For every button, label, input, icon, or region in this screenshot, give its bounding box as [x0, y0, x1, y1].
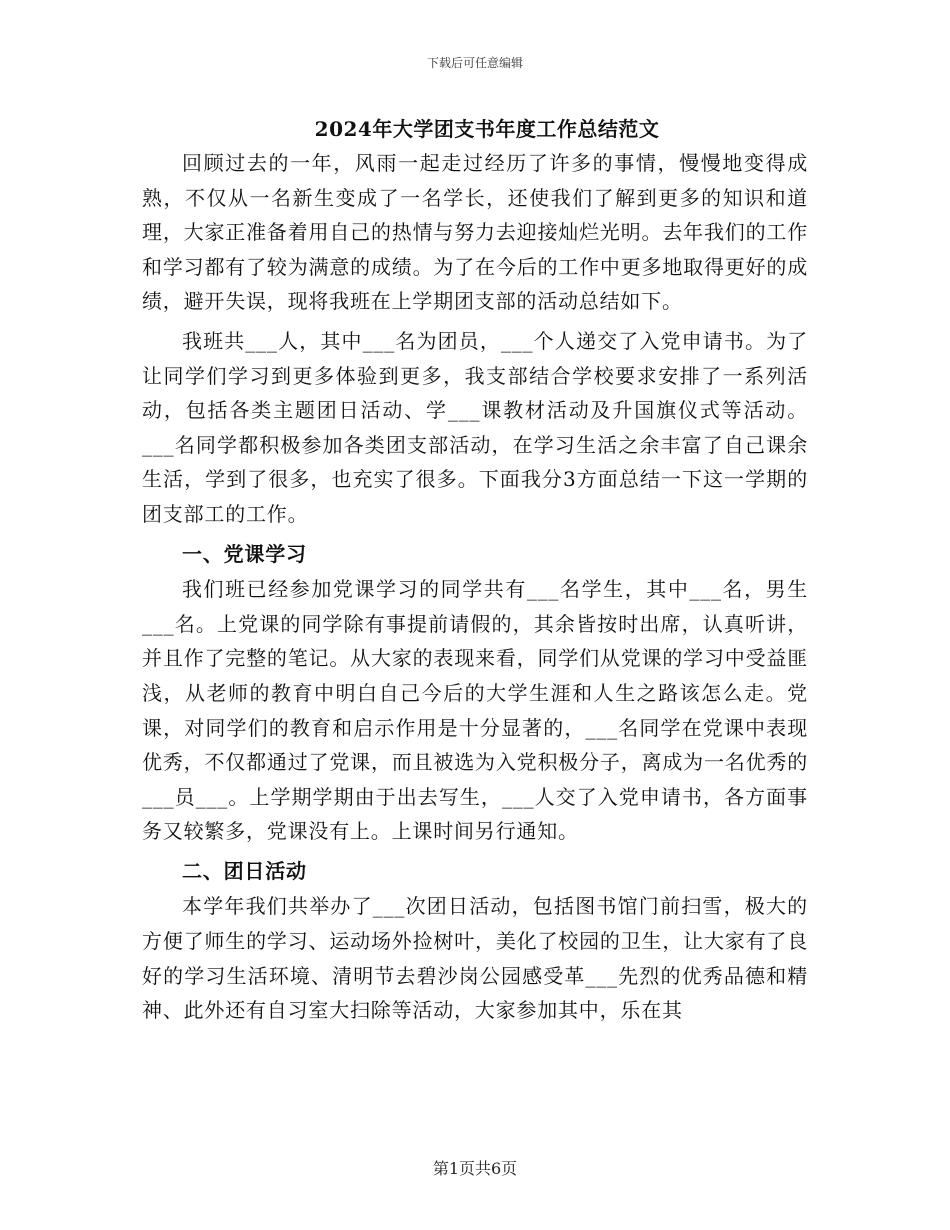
page-number: 第1页共6页 [432, 1159, 518, 1178]
document-body [142, 112, 808, 1028]
section-heading-league-day: 二、团日活动 [182, 858, 307, 883]
section-text-party-lessons: 我们班已经参加党课学习的同学共有___名学生，其中___名，男生___名。上党课的同学除有事提前请假的，其余皆按时出席，认真听讲，并且作了完整的笔记。从大家的表现来看，同学们从党课的学习中受益匪浅，从老师的教育中明白自己今后的大学生涯和人生之路该怎么走。党课，对同学们的教育和启示作用是十分显著的，___名同学在党课中表现优秀，不仅都通过了党课，而且被选为入党积极分子，离成为一名优秀的___员___。上学期学期由于出去写生，___人交了入党申请书，各方面事务又较繁多，党课没有上。上课时间另行通知。 [142, 577, 808, 844]
section-heading-party-lessons: 一、党课学习 [182, 541, 307, 566]
document-title: 2024年大学团支书年度工作总结范文 [314, 117, 660, 141]
page-header-note: 下载后可任意编辑 [426, 56, 523, 70]
section-text-league-day: 本学年我们共举办了___次团日活动，包括图书馆门前扫雪，极大的方便了师生的学习、运动场外捡树叶，美化了校园的卫生，让大家有了良好的学习生活环境、清明节去碧沙岗公园感受革___先烈的优秀品德和精神、此外还有自习室大扫除等活动，大家参加其中，乐在其 [142, 894, 808, 1023]
intro-paragraph-2: 我班共___人，其中___名为团员，___个人递交了入党申请书。为了让同学们学习到更多体验到更多，我支部结合学校要求安排了一系列活动，包括各类主题团日活动、学___课教材活动及升国旗仪式等活动。___名同学都积极参加各类团支部活动，在学习生活之余丰富了自己课余生活，学到了很多，也充实了很多。下面我分3方面总结一下这一学期的团支部工的工作。 [142, 328, 808, 526]
intro-paragraph-1: 回顾过去的一年，风雨一起走过经历了许多的事情，慢慢地变得成熟，不仅从一名新生变成了一名学长，还使我们了解到更多的知识和道理，大家正准备着用自己的热情与努力去迎接灿烂光明。去年我们的工作和学习都有了较为满意的成绩。为了在今后的工作中更多地取得更好的成绩，避开失误，现将我班在上学期团支部的活动总结如下。 [142, 151, 808, 314]
